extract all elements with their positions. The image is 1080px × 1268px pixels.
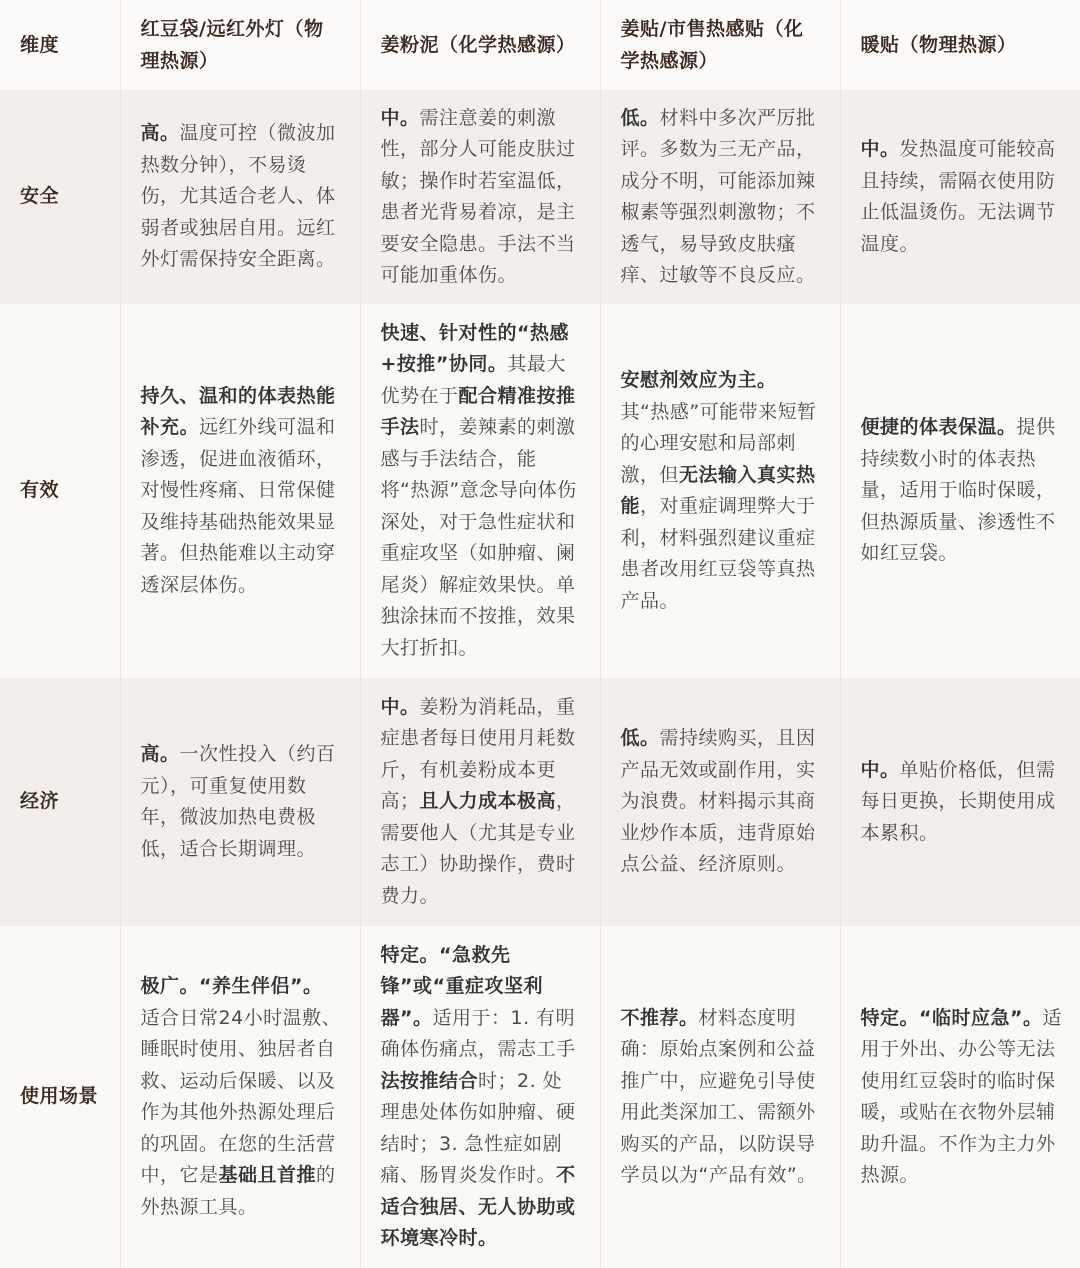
dimension-label: 经济 xyxy=(0,678,120,926)
body-text: 单贴价格低，但需每日更换，长期使用成本累积。 xyxy=(860,758,1056,844)
cell-ginger-patch xyxy=(600,926,840,1268)
body-text: 其“热感”可能带来短暂的心理安慰和局部刺激，但 xyxy=(620,400,817,486)
header-row xyxy=(0,0,1080,90)
emphasis-text: 无法输入真实热能 xyxy=(620,463,816,517)
emphasis-text: 特定。“急救先锋”或“重症攻坚利器”。 xyxy=(380,943,543,1029)
cell-ginger-paste xyxy=(360,678,600,926)
emphasis-text: 高。 xyxy=(140,122,180,145)
cell-ginger-patch xyxy=(600,90,840,304)
emphasis-text: 安慰剂效应为主。 xyxy=(620,369,777,391)
emphasis-text: 极广。“养生伴侣”。 xyxy=(140,975,323,997)
header-dimension: 维度 xyxy=(0,0,120,90)
emphasis-text: 低。 xyxy=(620,727,660,750)
body-text: 时，姜辣素的刺激感与手法结合，能将“热源”意念导向体伤深处，对于急性症状和重症攻坚（如肿瘤、阑尾炎）解症效果快。单独涂抹而不按推，效果大打折扣。 xyxy=(380,416,577,659)
cell-ginger-paste xyxy=(360,304,600,678)
dimension-label: 使用场景 xyxy=(0,926,120,1268)
cell-red-bean-bag xyxy=(120,90,360,304)
row-economy xyxy=(0,678,1080,926)
row-safety xyxy=(0,90,1080,304)
body-text: 的外热源工具。 xyxy=(140,1164,336,1218)
cell-warm-patch xyxy=(840,90,1080,304)
cell-ginger-patch xyxy=(600,304,840,678)
emphasis-text: 特定。“临时应急”。 xyxy=(860,1006,1043,1029)
cell-ginger-paste xyxy=(360,90,600,304)
body-text: 发热温度可能较高且持续，需隔衣使用防止低温烫伤。无法调节温度。 xyxy=(860,138,1056,255)
cell-warm-patch xyxy=(840,304,1080,678)
header-warm-patch: 暖贴（物理热源） xyxy=(840,0,1080,90)
emphasis-text: 基础且首推 xyxy=(218,1164,317,1186)
body-text: 适用于：1. 有明确体伤痛点，需志工手 xyxy=(380,1006,576,1060)
row-usage-scenario xyxy=(0,926,1080,1268)
header-ginger-patch: 姜贴/市售热感贴（化学热感源） xyxy=(600,0,840,90)
emphasis-text: 高。 xyxy=(140,743,180,765)
emphasis-text: 且人力成本极高 xyxy=(419,790,557,813)
body-text: 适合日常24小时温敷、睡眠时使用、独居者自救、运动后保暖、以及作为其他外热源处理后的巩固。在您的生活营中，它是 xyxy=(140,1006,342,1186)
body-text: 一次性投入（约百元），可重复使用数年，微波加热电费极低，适合长期调理。 xyxy=(140,743,336,860)
body-text: 需注意姜的刺激性，部分人可能皮肤过敏；操作时若室温低，患者光背易着凉，是主要安全隐患。手法不当可能加重体伤。 xyxy=(380,106,576,286)
body-text: 适用于外出、办公等无法使用红豆袋时的临时保暖，或贴在衣物外层辅助升温。不作为主力外热源。 xyxy=(860,1006,1062,1186)
dimension-label: 有效 xyxy=(0,304,120,678)
cell-red-bean-bag xyxy=(120,304,360,678)
emphasis-text: 快速、针对性的“热感+按推”协同。 xyxy=(380,321,569,376)
emphasis-text: 法按推结合 xyxy=(380,1069,479,1092)
cell-red-bean-bag xyxy=(120,926,360,1268)
emphasis-text: 中。 xyxy=(380,695,420,718)
emphasis-text: 持久、温和的体表热能补充。 xyxy=(140,384,336,439)
body-text: 提供持续数小时的体表热量，适用于临时保暖，但热源质量、渗透性不如红豆袋。 xyxy=(860,416,1056,565)
header-red-bean-bag: 红豆袋/远红外灯（物理热源） xyxy=(120,0,360,90)
cell-ginger-paste xyxy=(360,926,600,1268)
emphasis-text: 配合精准按推手法 xyxy=(380,384,576,439)
header-ginger-paste: 姜粉泥（化学热感源） xyxy=(360,0,600,90)
dimension-label: 安全 xyxy=(0,90,120,304)
body-text: 姜粉为消耗品，重症患者每日使用月耗数斤，有机姜粉成本更高； xyxy=(380,695,576,813)
body-text: 需持续购买，且因产品无效或副作用，实为浪费。材料揭示其商业炒作本质，违背原始点公益、经济原则。 xyxy=(620,727,816,876)
body-text: 材料态度明确：原始点案例和公益推广中，应避免引导使用此类深加工、需额外购买的产品，以防误导学员以为“产品有效”。 xyxy=(620,1006,817,1186)
body-text: ，需要他人（尤其是专业志工）协助操作，费时费力。 xyxy=(380,790,576,907)
emphasis-text: 不推荐。 xyxy=(620,1006,699,1029)
cell-ginger-patch xyxy=(600,678,840,926)
emphasis-text: 不适合独居、无人协助或环境寒冷时。 xyxy=(380,1164,576,1249)
emphasis-text: 中。 xyxy=(860,138,900,160)
emphasis-text: 中。 xyxy=(380,106,420,129)
emphasis-text: 便捷的体表保温。 xyxy=(860,416,1017,439)
emphasis-text: 中。 xyxy=(860,758,900,781)
body-text: 材料中多次严厉批评。多数为三无产品，成分不明，可能添加辣椒素等强烈刺激物；不透气，易导致皮肤瘙痒、过敏等不良反应。 xyxy=(620,106,816,286)
cell-warm-patch xyxy=(840,678,1080,926)
body-text: ，对重症调理弊大于利，材料强烈建议重症患者改用红豆袋等真热产品。 xyxy=(620,495,816,612)
emphasis-text: 低。 xyxy=(620,106,660,129)
body-text: 远红外线可温和渗透，促进血液循环，对慢性疼痛、日常保健及维持基础热能效果显著。但热能难以主动穿透深层体伤。 xyxy=(140,416,336,596)
body-text: 其最大优势在于 xyxy=(380,353,566,407)
body-text: 温度可控（微波加热数分钟），不易烫伤，尤其适合老人、体弱者或独居自用。远红外灯需保持安全距离。 xyxy=(140,122,336,271)
body-text: 时；2. 处理患处体伤如肿瘤、硬结时；3. 急性症如剧痛、肠胃炎发作时。 xyxy=(380,1069,576,1186)
row-effectiveness xyxy=(0,304,1080,678)
cell-red-bean-bag xyxy=(120,678,360,926)
cell-warm-patch xyxy=(840,926,1080,1268)
